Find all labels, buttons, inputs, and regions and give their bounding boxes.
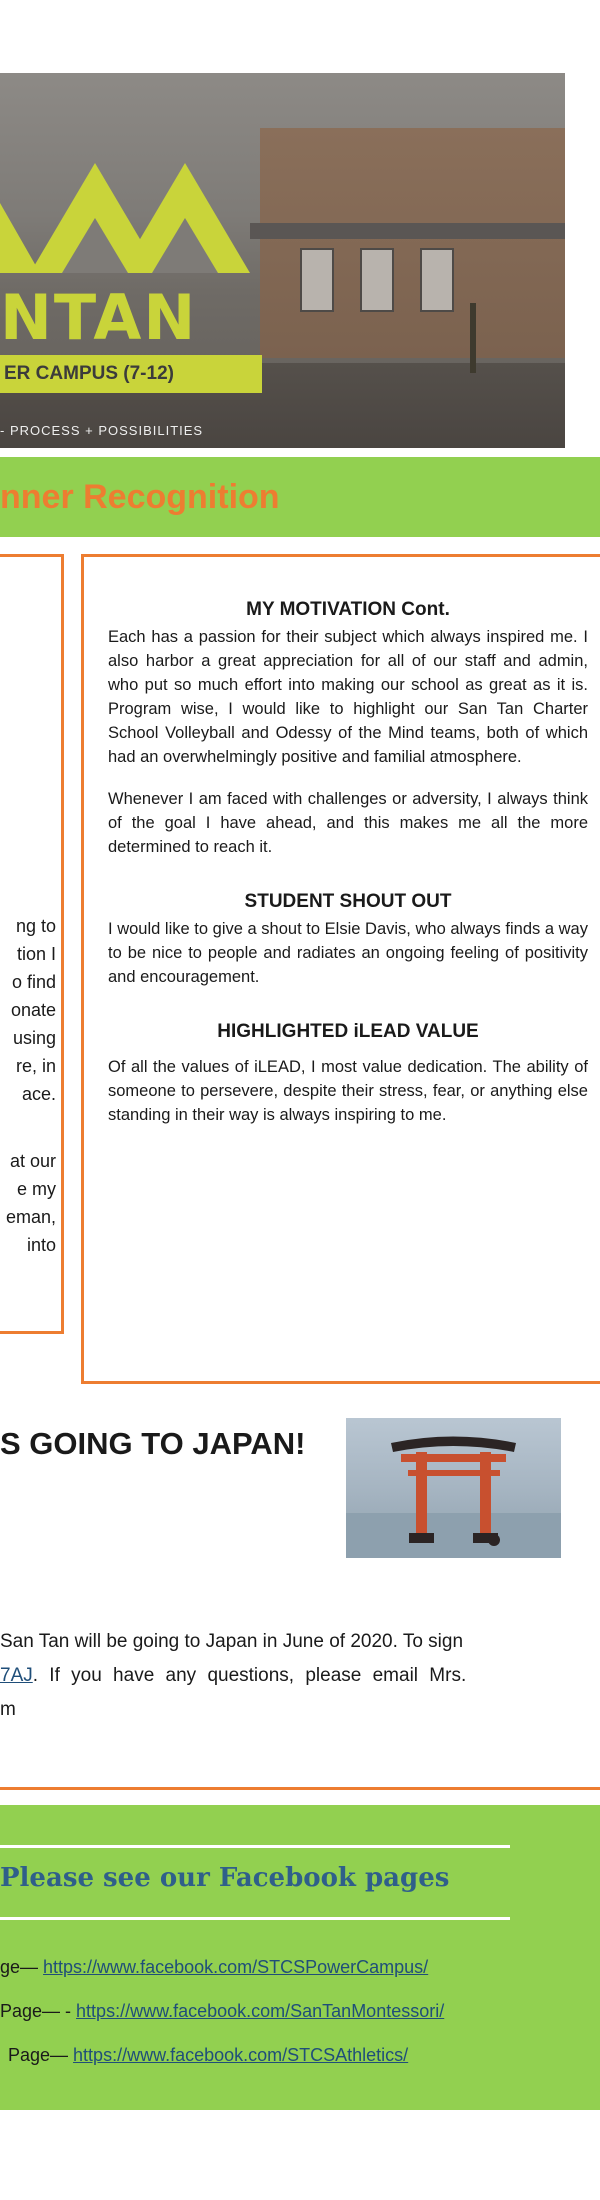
motivation-heading: MY MOTIVATION Cont. [246, 599, 450, 620]
building-roof [250, 223, 565, 239]
panel-rule [0, 1845, 510, 1848]
japan-line-rest: . If you have any questions, please email Mrs. [32, 1665, 467, 1686]
facebook-row [0, 2001, 444, 2022]
left-line: tion I [16, 944, 56, 964]
ilead-heading: HIGHLIGHTED iLEAD VALUE [217, 1021, 479, 1042]
facebook-link-power-campus[interactable]: https://www.facebook.com/STCSPowerCampus/ [43, 1957, 429, 1977]
left-line: at our [9, 1151, 56, 1171]
japan-title: S GOING TO JAPAN! [0, 1426, 306, 1461]
shout-out-heading: STUDENT SHOUT OUT [244, 891, 452, 912]
panel-rule [0, 1917, 510, 1920]
left-line: eman, [5, 1207, 56, 1227]
left-line: ng to [15, 916, 56, 936]
hero-photo [0, 73, 565, 448]
building-window [360, 248, 394, 312]
left-article-box [0, 554, 64, 1334]
facebook-row-label: ge— [0, 1957, 44, 1977]
torii-gate-photo [346, 1418, 561, 1558]
signup-link[interactable]: 7AJ [0, 1665, 33, 1686]
left-line: re, in [15, 1056, 56, 1076]
tree [470, 303, 476, 373]
facebook-link-athletics[interactable]: https://www.facebook.com/STCSAthletics/ [73, 2045, 409, 2065]
left-line: onate [10, 1000, 56, 1020]
school-building [260, 128, 565, 358]
mountain-peaks-icon [0, 123, 280, 283]
ilead-text: Of all the values of iLEAD, I most value dedication. The ability of someone to persevere, despite their stress, fear, or anything else standing in their way is always inspiring to me. [108, 1058, 588, 1124]
facebook-row [0, 1957, 428, 1978]
logo-campus-label: ER CAMPUS (7-12) [0, 355, 262, 393]
japan-line [0, 1659, 566, 1693]
facebook-title: Please see our Facebook pages [0, 1863, 450, 1893]
right-article-box [81, 554, 600, 1384]
left-line: ace. [21, 1084, 56, 1104]
right-article-content [108, 599, 588, 1145]
recognition-banner [0, 457, 600, 537]
motivation-paragraph: Whenever I am faced with challenges or adversity, I always think of the goal I have ahead, and this makes me all the more determined to reach it. [108, 790, 588, 856]
left-line: e my [16, 1179, 56, 1199]
japan-line: m [0, 1699, 16, 1720]
facebook-row [8, 2045, 408, 2066]
section-divider [0, 1787, 600, 1790]
japan-line: San Tan will be going to Japan in June of 2020. To sign [0, 1631, 464, 1652]
building-window [420, 248, 454, 312]
torii-gate-icon [346, 1418, 561, 1558]
facebook-link-montessori[interactable]: https://www.facebook.com/SanTanMontessori/ [76, 2001, 445, 2021]
facebook-row-label: Page— [8, 2045, 74, 2065]
shout-out-text: I would like to give a shout to Elsie Davis, who always finds a way to be nice to people and radiates an ongoing feeling of positivity and encouragement. [108, 920, 588, 986]
left-line: o find [11, 972, 56, 992]
building-window [300, 248, 334, 312]
logo-tagline: - PROCESS + POSSIBILITIES [0, 423, 204, 438]
left-line: into [26, 1235, 56, 1255]
facebook-panel [0, 1805, 600, 2110]
motivation-paragraph: Each has a passion for their subject which always inspired me. I also harbor a great appreciation for all of our staff and admin, who put so much effort into making our school as great as it is. Program wise, I would like to highlight our San Tan Charter School Volleyball and Odessy of the Mind teams, both of which had an overwhelmingly positive and familial atmosphere. [108, 628, 588, 766]
logo-wordmark: NTAN [0, 281, 198, 354]
left-line: using [12, 1028, 56, 1048]
school-logo [0, 123, 280, 438]
facebook-row-label: Page— - [0, 2001, 77, 2021]
banner-title: nner Recognition [0, 478, 280, 516]
